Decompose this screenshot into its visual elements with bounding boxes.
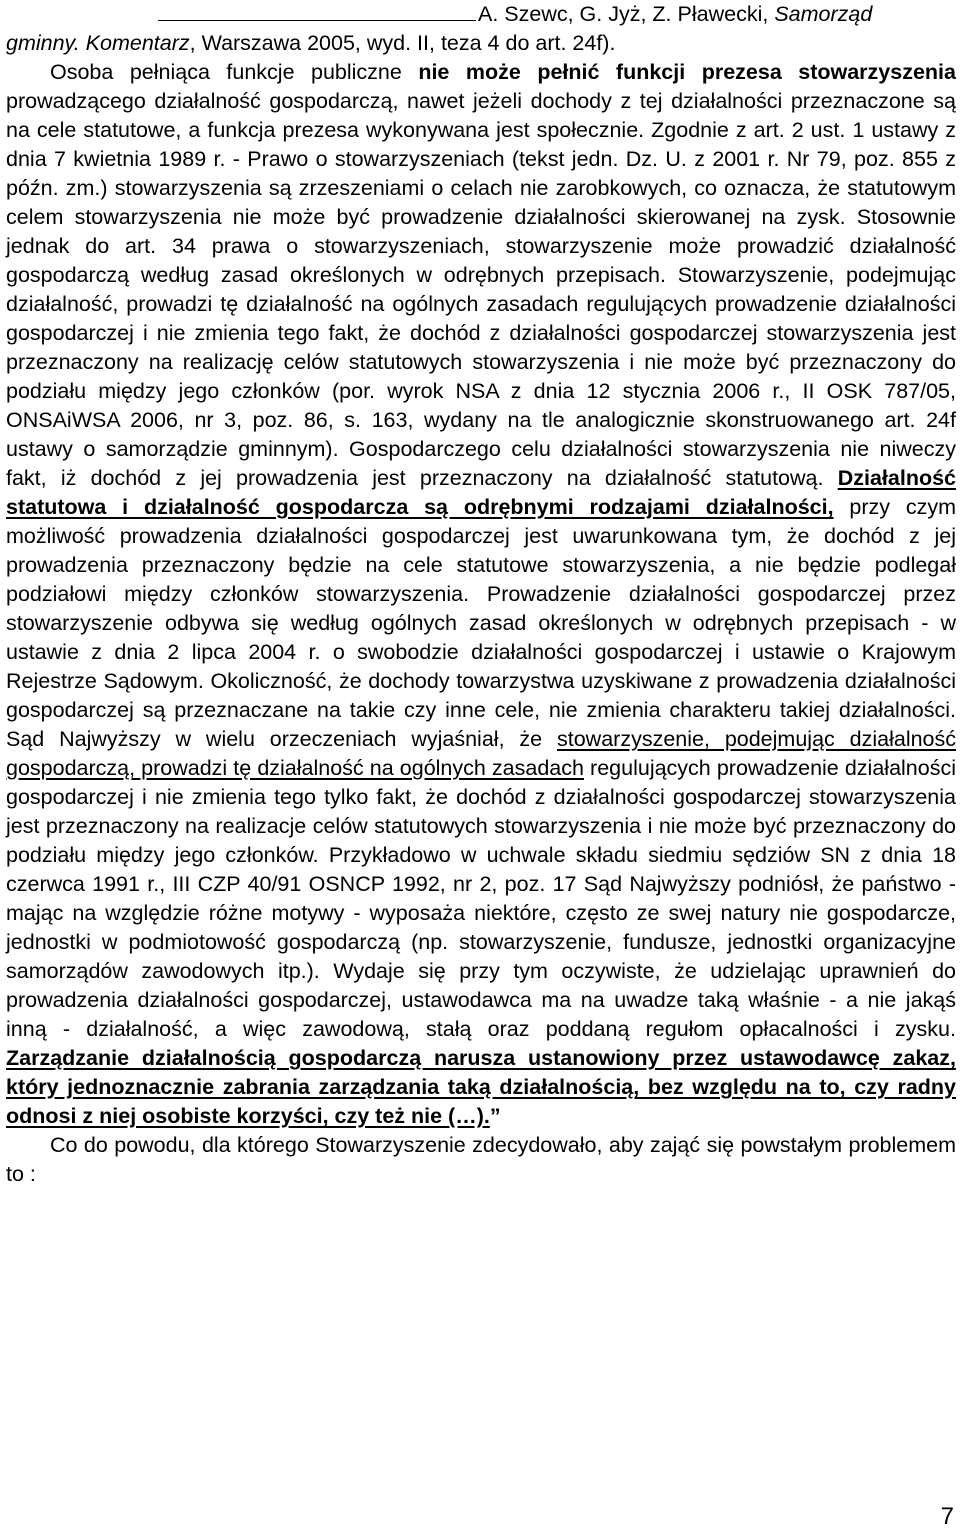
bold-underlined-phrase-dzialalnosc: Działalność statutowa i działalność gospodarcza są odrębnymi rodzajami działalności, — [6, 466, 956, 519]
main-paragraph — [6, 58, 956, 1131]
citation-title-end: gminny. Komentarz — [6, 31, 190, 55]
page-number: 7 — [940, 1503, 954, 1530]
citation-authors: A. Szewc, G. Jyż, Z. Pławecki, — [478, 2, 769, 26]
citation-first-line — [6, 0, 956, 29]
citation-title-start: Samorząd — [774, 2, 873, 26]
footnote-rule — [158, 20, 476, 21]
citation-second-line — [6, 29, 956, 58]
bold-underlined-phrase-zarzadzanie: Zarządzanie działalnością gospodarczą narusza ustanowiony przez ustawodawcę zakaz, który jednoznacznie zabrania zarządzania taką działalnością, bez względu na to, czy radny odnosi z niej osobiste korzyści, czy też nie (…). — [6, 1046, 956, 1128]
bold-phrase-prezes: nie może pełnić funkcji prezesa stowarzyszenia — [418, 60, 956, 84]
closing-paragraph: Co do powodu, dla którego Stowarzyszenie zdecydowało, aby zająć się powstałym problemem to : — [6, 1133, 956, 1186]
document-page — [6, 0, 956, 1189]
text-segment: prowadzącego działalność gospodarczą, nawet jeżeli dochody z tej działalności przeznaczone są na cele statutowe, a funkcja prezesa wykonywana jest społecznie. Zgodnie z art. 2 ust. 1 ustawy z dnia 7 kwietnia 1989 r. - Prawo o stowarzyszeniach (tekst jedn. Dz. U. z 2001 r. Nr 79, poz. 855 z późn. zm.) stowarzyszenia są zrzeszeniami o celach nie zarobkowych, co oznacza, że statutowym celem stowarzyszenia nie może być prowadzenie działalności skierowanej na zysk. Stosownie jednak do art. 34 prawa o stowarzyszeniach, stowarzyszenie może prowadzić działalność gospodarczą według zasad określonych w odrębnych przepisach. Stowarzyszenie, podejmując działalność, prowadzi tę działalność na ogólnych zasadach regulujących prowadzenie działalności gospodarczej i nie zmienia tego fakt, że dochód z działalności gospodarczej stowarzyszenia jest przeznaczony na realizację celów statutowych stowarzyszenia i nie może być przeznaczony do podziału między jego członków (por. wyrok NSA z dnia 12 stycznia 2006 r., II OSK 787/05, ONSAiWSA 2006, nr 3, poz. 86, s. 163, wydany na tle analogicznie skonstruowanego art. 24f ustawy o samorządzie gminnym). Gospodarczego celu działalności stowarzyszenia nie niweczy fakt, iż dochód z jej prowadzenia jest przeznaczony na działalność statutową. — [6, 89, 956, 490]
citation-rest: , Warszawa 2005, wyd. II, teza 4 do art. 24f). — [189, 31, 616, 55]
underlined-phrase-stowarzyszenie: stowarzyszenie, podejmując działalność gospodarczą, prowadzi tę działalność na ogólnych zasadach — [6, 727, 957, 780]
closing-quote: ” — [489, 1104, 501, 1128]
citation-authors-line — [478, 0, 872, 29]
text-segment: Osoba pełniąca funkcje publiczne — [50, 60, 419, 84]
text-segment: przy czym możliwość prowadzenia działalności gospodarczej jest uwarunkowana tym, że dochód z jej prowadzenia przeznaczony będzie na cele statutowe stowarzyszenia, a nie będzie podlegał podziałowi między członków stowarzyszenia. Prowadzenie działalności gospodarczej przez stowarzyszenie odbywa się według ogólnych zasad określonych w odrębnych przepisach - w ustawie z dnia 2 lipca 2004 r. o swobodzie działalności gospodarczej i ustawie o Krajowym Rejestrze Sądowym. Okoliczność, że dochody towarzystwa uzyskiwane z prowadzenia działalności gospodarczej są przeznaczane na takie czy inne cele, nie zmienia charakteru takiej działalności. Sąd Najwyższy w wielu orzeczeniach wyjaśniał, że — [6, 495, 956, 751]
text-segment: regulujących prowadzenie działalności gospodarczej i nie zmienia tego tylko fakt, że dochód z działalności gospodarczej stowarzyszenia jest przeznaczony na realizacje celów statutowych stowarzyszenia i nie może być przeznaczony do podziału między jego członków. Przykładowo w uchwale składu siedmiu sędziów SN z dnia 18 czerwca 1991 r., III CZP 40/91 OSNCP 1992, nr 2, poz. 17 Sąd Najwyższy podniósł, że państwo - mając na względzie różne motywy - wyposaża niektóre, często ze swej natury nie gospodarcze, jednostki w podmiotowość gospodarczą (np. stowarzyszenie, fundusze, jednostki organizacyjne samorządów zawodowych itp.). Wydaje się przy tym oczywiste, że udzielając uprawnień do prowadzenia działalności gospodarczej, ustawodawca ma na uwadze taką właśnie - a nie jakąś inną - działalność, a więc zawodową, stałą oraz poddaną regułom opłacalności i zysku. — [6, 756, 956, 1041]
